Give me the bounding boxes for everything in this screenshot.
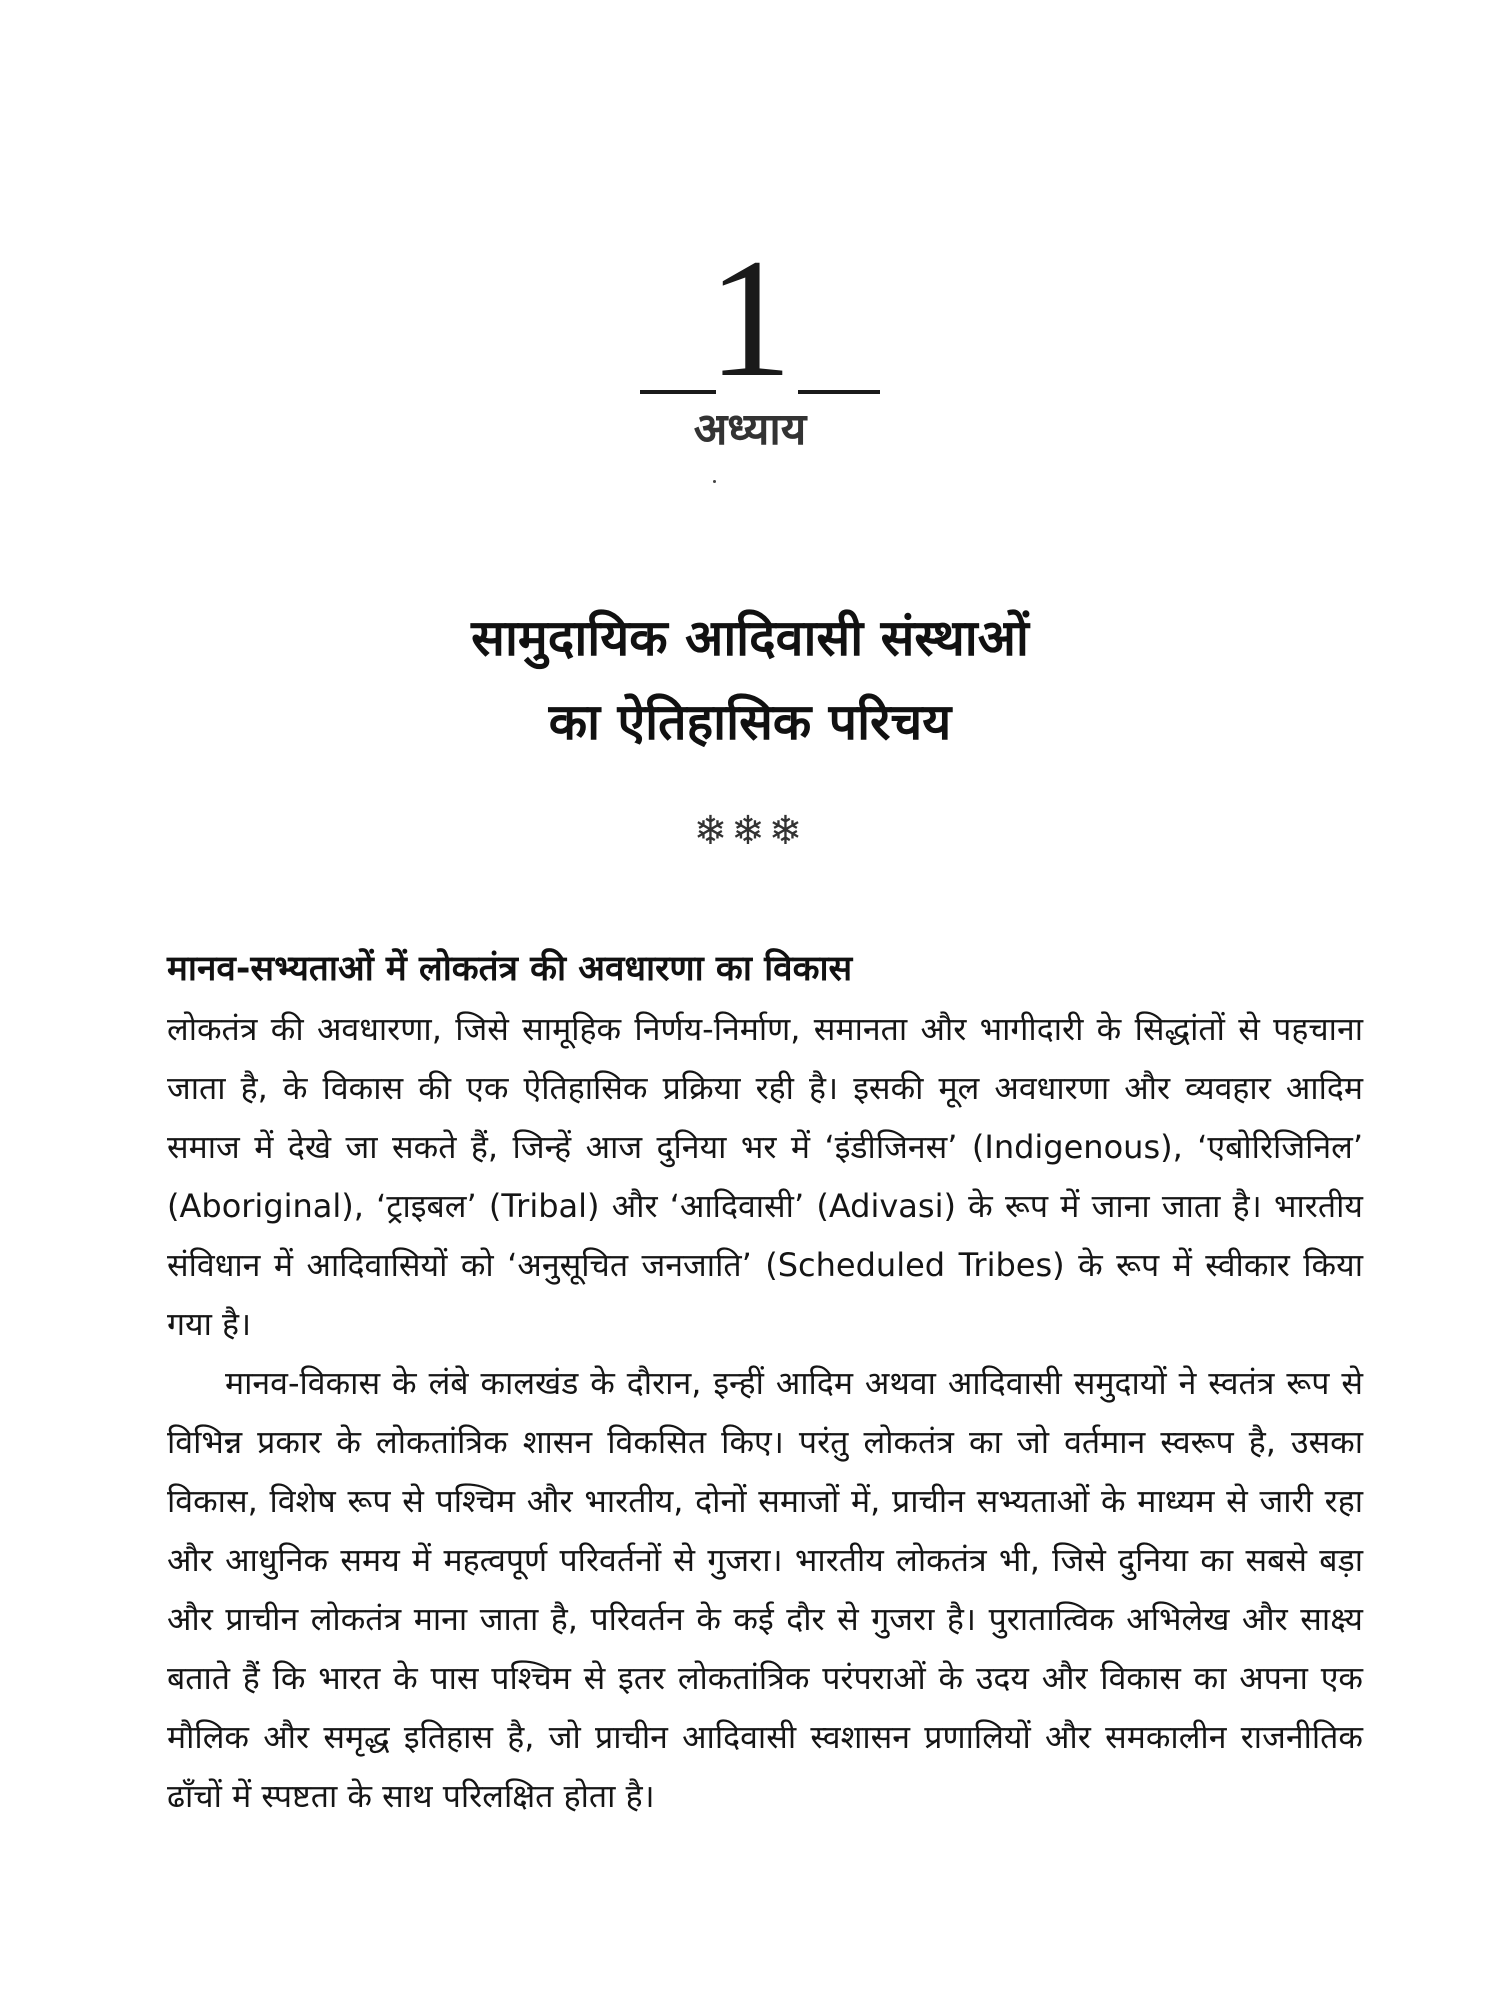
chapter-heading xyxy=(0,224,1500,456)
chapter-rule-right xyxy=(798,390,880,394)
snowflake-ornament-icon: ❄❄❄ xyxy=(693,808,807,854)
chapter-rule-left xyxy=(640,390,716,394)
chapter-title-line-1: सामुदायिक आदिवासी संस्थाओं xyxy=(471,609,1029,667)
chapter-label: अध्याय xyxy=(693,404,807,455)
chapter-title-line-2: का ऐतिहासिक परिचय xyxy=(548,693,952,751)
chapter-number: 1 xyxy=(707,224,793,412)
chapter-number-row xyxy=(0,224,1500,412)
chapter-title xyxy=(0,596,1500,764)
paragraph-1: लोकतंत्र की अवधारणा, जिसे सामूहिक निर्णय-निर्माण, समानता और भागीदारी के सिद्धांतों से पहचाना जाता है, के विकास की एक ऐतिहासिक प्रक्रिया रही है। इसकी मूल अवधारणा और व्यवहार आदिम समाज में देखे जा सकते हैं, जिन्हें आज दुनिया भर में ‘इंडीजिनस’ (Indigenous), ‘एबोरिजिनिल’ (Aboriginal), ‘ट्राइबल’ (Tribal) और ‘आदिवासी’ (Adivasi) के रूप में जाना जाता है। भारतीय संविधान में आदिवासियों को ‘अनुसूचित जनजाति’ (Scheduled Tribes) के रूप में स्वीकार किया गया है। xyxy=(167,1010,1363,1343)
print-speck xyxy=(713,480,716,483)
section-heading: मानव-सभ्यताओं में लोकतंत्र की अवधारणा का विकास xyxy=(167,949,853,989)
paragraph-2: मानव-विकास के लंबे कालखंड के दौरान, इन्हीं आदिम अथवा आदिवासी समुदायों ने स्वतंत्र रूप से विभिन्न प्रकार के लोकतांत्रिक शासन विकसित किए। परंतु लोकतंत्र का जो वर्तमान स्वरूप है, उसका विकास, विशेष रूप से पश्चिम और भारतीय, दोनों समाजों में, प्राचीन सभ्यताओं के माध्यम से जारी रहा और आधुनिक समय में महत्वपूर्ण परिवर्तनों से गुजरा। भारतीय लोकतंत्र भी, जिसे दुनिया का सबसे बड़ा और प्राचीन लोकतंत्र माना जाता है, परिवर्तन के कई दौर से गुजरा है। पुरातात्विक अभिलेख और साक्ष्य बताते हैं कि भारत के पास पश्चिम से इतर लोकतांत्रिक परंपराओं के उदय और विकास का अपना एक मौलिक और समृद्ध इतिहास है, जो प्राचीन आदिवासी स्वशासन प्रणालियों और समकालीन राजनीतिक ढाँचों में स्पष्टता के साथ परिलक्षित होता है। xyxy=(167,1364,1363,1815)
body-text xyxy=(167,1000,1363,1826)
